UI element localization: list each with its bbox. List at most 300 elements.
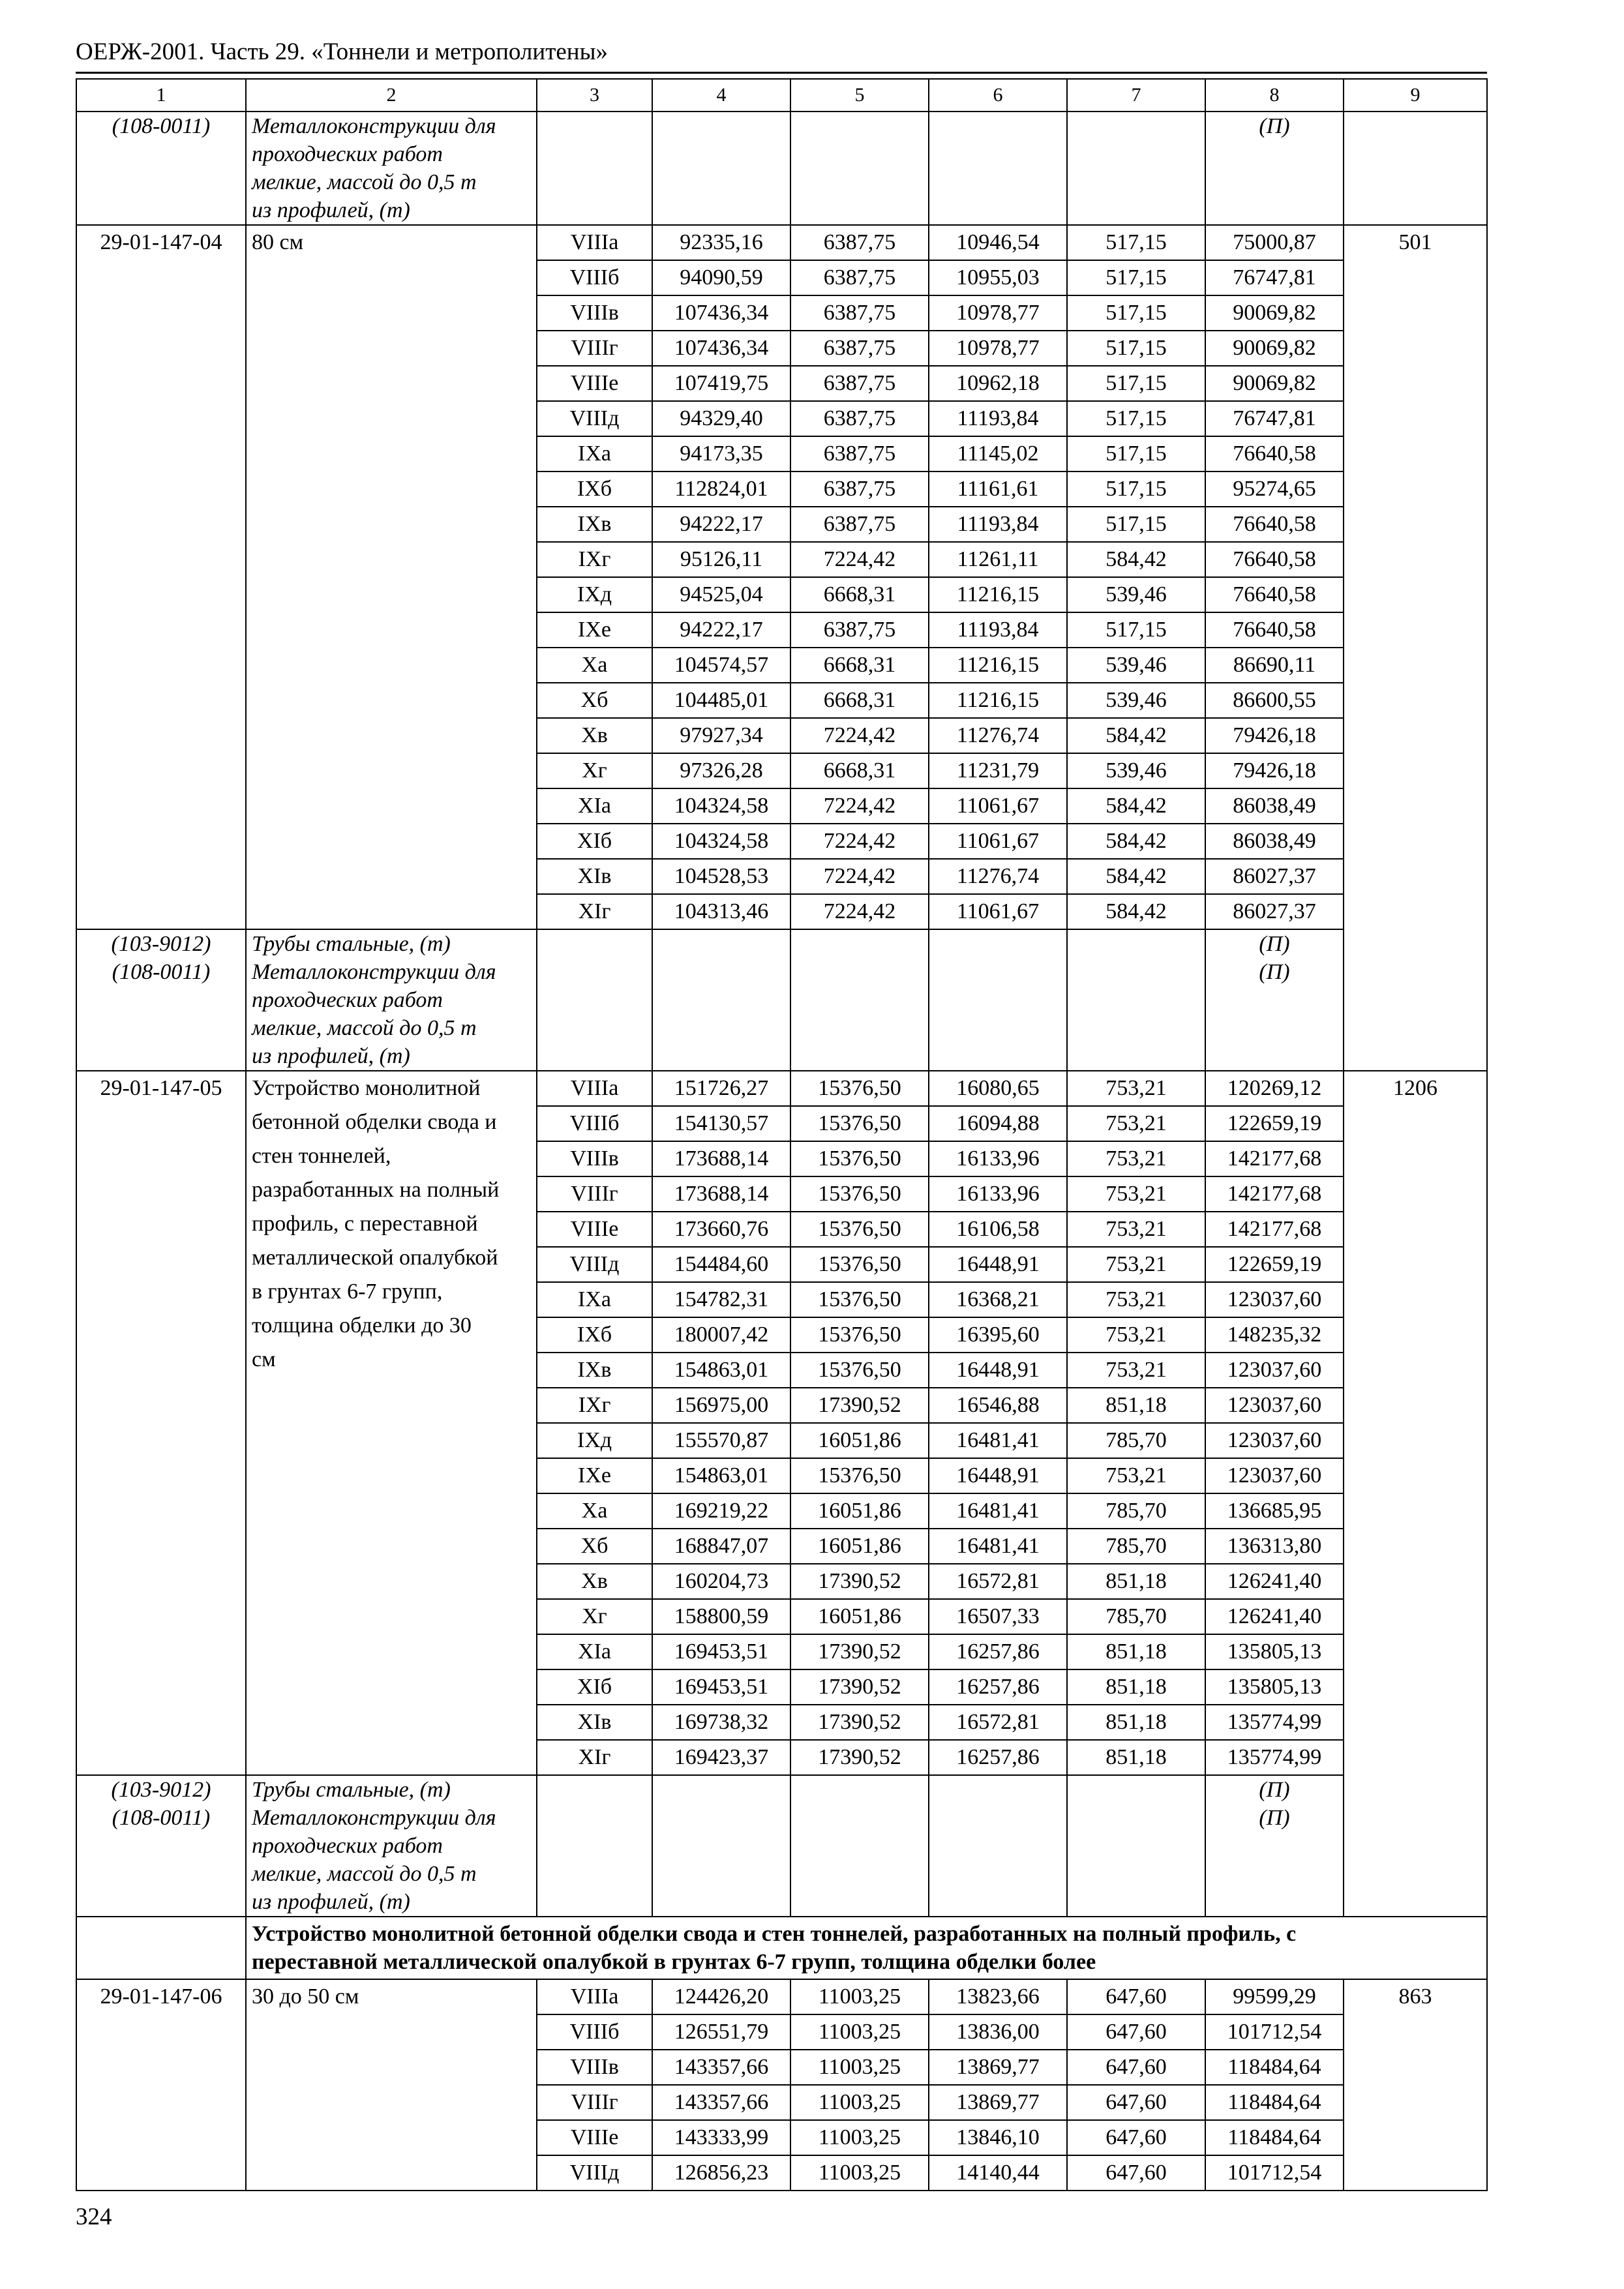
driver-wages: 517,15 bbox=[1067, 225, 1205, 260]
description-line: в грунтах 6-7 групп, bbox=[252, 1279, 443, 1304]
zone: VIIIг bbox=[537, 331, 652, 366]
total-cost: 155570,87 bbox=[652, 1423, 790, 1458]
section-heading bbox=[246, 1917, 1487, 1979]
total-cost: 94222,17 bbox=[652, 612, 790, 648]
resource-row bbox=[76, 112, 1487, 225]
wages: 17390,52 bbox=[790, 1705, 929, 1740]
wages: 11003,25 bbox=[790, 2050, 929, 2085]
machine-cost: 11193,84 bbox=[929, 507, 1067, 542]
column-number: 5 bbox=[790, 79, 929, 112]
resource-name-line: Трубы стальные, (т) bbox=[252, 1778, 451, 1802]
machine-cost: 16106,58 bbox=[929, 1212, 1067, 1247]
materials-cost: 123037,60 bbox=[1205, 1458, 1344, 1493]
total-cost: 169453,51 bbox=[652, 1669, 790, 1705]
machine-cost: 11061,67 bbox=[929, 788, 1067, 824]
wages: 16051,86 bbox=[790, 1529, 929, 1564]
wages: 11003,25 bbox=[790, 2085, 929, 2120]
empty-cell bbox=[652, 112, 790, 225]
resource-code: (103-9012) bbox=[111, 1778, 211, 1802]
driver-wages: 753,21 bbox=[1067, 1071, 1205, 1106]
zone: IXг bbox=[537, 542, 652, 577]
column-number-row bbox=[76, 79, 1487, 112]
driver-wages: 753,21 bbox=[1067, 1141, 1205, 1176]
wages: 7224,42 bbox=[790, 718, 929, 753]
column-number: 8 bbox=[1205, 79, 1344, 112]
description-line: стен тоннелей, bbox=[252, 1144, 391, 1168]
driver-wages: 539,46 bbox=[1067, 577, 1205, 612]
zone: Xв bbox=[537, 1564, 652, 1599]
driver-wages: 785,70 bbox=[1067, 1423, 1205, 1458]
total-cost: 94173,35 bbox=[652, 436, 790, 471]
driver-wages: 785,70 bbox=[1067, 1493, 1205, 1529]
materials-cost: 76747,81 bbox=[1205, 260, 1344, 295]
resource-name-line: Металлоконструкции для bbox=[252, 960, 496, 984]
zone: VIIIе bbox=[537, 2120, 652, 2155]
resource-name-line: из профилей, (т) bbox=[252, 1890, 410, 1914]
total-cost: 156975,00 bbox=[652, 1388, 790, 1423]
resource-marks bbox=[1205, 1775, 1344, 1917]
empty-cell bbox=[537, 929, 652, 1071]
materials-cost: 79426,18 bbox=[1205, 718, 1344, 753]
rate-description bbox=[246, 1071, 537, 1775]
zone: VIIIа bbox=[537, 1979, 652, 2014]
machine-cost: 16368,21 bbox=[929, 1282, 1067, 1317]
materials-cost: 79426,18 bbox=[1205, 753, 1344, 788]
resource-row bbox=[76, 1775, 1487, 1917]
wages: 7224,42 bbox=[790, 859, 929, 894]
machine-cost: 10946,54 bbox=[929, 225, 1067, 260]
total-cost: 173688,14 bbox=[652, 1176, 790, 1212]
wages: 11003,25 bbox=[790, 2155, 929, 2191]
machine-cost: 11231,79 bbox=[929, 753, 1067, 788]
empty-cell bbox=[790, 112, 929, 225]
driver-wages: 517,15 bbox=[1067, 401, 1205, 436]
empty-cell bbox=[790, 1775, 929, 1917]
total-cost: 124426,20 bbox=[652, 1979, 790, 2014]
wages: 17390,52 bbox=[790, 1669, 929, 1705]
driver-wages: 647,60 bbox=[1067, 2155, 1205, 2191]
driver-wages: 517,15 bbox=[1067, 507, 1205, 542]
zone: XIг bbox=[537, 894, 652, 929]
machine-cost: 16448,91 bbox=[929, 1353, 1067, 1388]
driver-wages: 753,21 bbox=[1067, 1458, 1205, 1493]
column-number: 4 bbox=[652, 79, 790, 112]
zone: VIIIв bbox=[537, 1141, 652, 1176]
resource-name bbox=[246, 112, 537, 225]
resource-mark: (П) bbox=[1259, 932, 1290, 956]
total-cost: 104324,58 bbox=[652, 788, 790, 824]
rates-table bbox=[76, 78, 1488, 2191]
wages: 11003,25 bbox=[790, 2014, 929, 2050]
rate-description bbox=[246, 1979, 537, 2191]
materials-cost: 90069,82 bbox=[1205, 331, 1344, 366]
materials-cost: 148235,32 bbox=[1205, 1317, 1344, 1353]
wages: 15376,50 bbox=[790, 1141, 929, 1176]
materials-cost: 142177,68 bbox=[1205, 1141, 1344, 1176]
description-line: толщина обделки до 30 bbox=[252, 1313, 472, 1338]
zone: VIIIд bbox=[537, 1247, 652, 1282]
wages: 15376,50 bbox=[790, 1212, 929, 1247]
machine-cost: 14140,44 bbox=[929, 2155, 1067, 2191]
zone: Xа bbox=[537, 1493, 652, 1529]
driver-wages: 539,46 bbox=[1067, 648, 1205, 683]
machine-cost: 16507,33 bbox=[929, 1599, 1067, 1634]
resource-name-line: из профилей, (т) bbox=[252, 1044, 410, 1068]
empty-cell bbox=[790, 929, 929, 1071]
description-line: профиль, с переставной bbox=[252, 1212, 478, 1236]
driver-wages: 785,70 bbox=[1067, 1529, 1205, 1564]
resource-codes bbox=[76, 929, 246, 1071]
resource-mark: (П) bbox=[1205, 112, 1344, 225]
materials-cost: 76640,58 bbox=[1205, 542, 1344, 577]
empty-cell bbox=[929, 112, 1067, 225]
total-cost: 97326,28 bbox=[652, 753, 790, 788]
driver-wages: 753,21 bbox=[1067, 1106, 1205, 1141]
total-cost: 104528,53 bbox=[652, 859, 790, 894]
wages: 16051,86 bbox=[790, 1423, 929, 1458]
machine-cost: 16080,65 bbox=[929, 1071, 1067, 1106]
machine-cost: 11193,84 bbox=[929, 612, 1067, 648]
machine-cost: 11161,61 bbox=[929, 471, 1067, 507]
empty-cell bbox=[1067, 1775, 1205, 1917]
zone: IXг bbox=[537, 1388, 652, 1423]
machine-cost: 11216,15 bbox=[929, 683, 1067, 718]
zone: IXб bbox=[537, 1317, 652, 1353]
empty-cell bbox=[537, 1775, 652, 1917]
header-rule bbox=[76, 72, 1487, 74]
wages: 15376,50 bbox=[790, 1176, 929, 1212]
materials-cost: 76640,58 bbox=[1205, 577, 1344, 612]
section-heading-row bbox=[76, 1917, 1487, 1979]
zone: IXв bbox=[537, 507, 652, 542]
driver-wages: 539,46 bbox=[1067, 753, 1205, 788]
machine-cost: 16572,81 bbox=[929, 1564, 1067, 1599]
empty-cell bbox=[1067, 929, 1205, 1071]
section-heading-line: Устройство монолитной бетонной обделки свода и стен тоннелей, разработанных на полный профиль, с bbox=[252, 1922, 1297, 1946]
wages: 6668,31 bbox=[790, 648, 929, 683]
driver-wages: 584,42 bbox=[1067, 542, 1205, 577]
total-cost: 154484,60 bbox=[652, 1247, 790, 1282]
materials-cost: 90069,82 bbox=[1205, 295, 1344, 331]
materials-cost: 123037,60 bbox=[1205, 1388, 1344, 1423]
empty-cell bbox=[929, 1775, 1067, 1917]
driver-wages: 851,18 bbox=[1067, 1669, 1205, 1705]
empty-cell bbox=[537, 112, 652, 225]
materials-cost: 126241,40 bbox=[1205, 1599, 1344, 1634]
materials-cost: 75000,87 bbox=[1205, 225, 1344, 260]
driver-wages: 753,21 bbox=[1067, 1317, 1205, 1353]
driver-wages: 517,15 bbox=[1067, 295, 1205, 331]
zone: VIIIа bbox=[537, 225, 652, 260]
description-line: 80 см bbox=[252, 230, 304, 254]
zone: XIа bbox=[537, 1634, 652, 1669]
materials-cost: 76640,58 bbox=[1205, 612, 1344, 648]
zone: Xб bbox=[537, 683, 652, 718]
machine-cost: 13846,10 bbox=[929, 2120, 1067, 2155]
zone: Xг bbox=[537, 1599, 652, 1634]
total-cost: 143357,66 bbox=[652, 2050, 790, 2085]
zone: IXе bbox=[537, 612, 652, 648]
wages: 16051,86 bbox=[790, 1493, 929, 1529]
wages: 17390,52 bbox=[790, 1388, 929, 1423]
zone: IXа bbox=[537, 436, 652, 471]
total-cost: 180007,42 bbox=[652, 1317, 790, 1353]
machine-cost: 16257,86 bbox=[929, 1634, 1067, 1669]
machine-cost: 11216,15 bbox=[929, 577, 1067, 612]
total-cost: 151726,27 bbox=[652, 1071, 790, 1106]
resource-code: (108-0011) bbox=[112, 960, 211, 984]
zone: XIа bbox=[537, 788, 652, 824]
empty-cell bbox=[1344, 112, 1487, 225]
machine-cost: 16448,91 bbox=[929, 1247, 1067, 1282]
machine-cost: 16481,41 bbox=[929, 1423, 1067, 1458]
machine-cost: 16546,88 bbox=[929, 1388, 1067, 1423]
resource-name-line: мелкие, массой до 0,5 т bbox=[252, 1862, 477, 1886]
zone: XIг bbox=[537, 1740, 652, 1775]
zone: Xг bbox=[537, 753, 652, 788]
column-number: 3 bbox=[537, 79, 652, 112]
resource-name-line: проходческих работ bbox=[252, 988, 443, 1012]
machine-cost: 11145,02 bbox=[929, 436, 1067, 471]
rate-code: 29-01-147-05 bbox=[76, 1071, 246, 1775]
zone: VIIIд bbox=[537, 401, 652, 436]
driver-wages: 584,42 bbox=[1067, 718, 1205, 753]
zone: VIIIв bbox=[537, 2050, 652, 2085]
materials-cost: 118484,64 bbox=[1205, 2085, 1344, 2120]
zone: IXв bbox=[537, 1353, 652, 1388]
total-cost: 154863,01 bbox=[652, 1458, 790, 1493]
total-cost: 104485,01 bbox=[652, 683, 790, 718]
rate-row bbox=[76, 1071, 1487, 1106]
total-cost: 154782,31 bbox=[652, 1282, 790, 1317]
empty-cell bbox=[1067, 112, 1205, 225]
driver-wages: 753,21 bbox=[1067, 1282, 1205, 1317]
machine-cost: 11261,11 bbox=[929, 542, 1067, 577]
materials-cost: 123037,60 bbox=[1205, 1423, 1344, 1458]
total-cost: 168847,07 bbox=[652, 1529, 790, 1564]
wages: 6387,75 bbox=[790, 612, 929, 648]
driver-wages: 851,18 bbox=[1067, 1740, 1205, 1775]
driver-wages: 785,70 bbox=[1067, 1599, 1205, 1634]
machine-cost: 13869,77 bbox=[929, 2085, 1067, 2120]
machine-cost: 11061,67 bbox=[929, 894, 1067, 929]
driver-wages: 584,42 bbox=[1067, 894, 1205, 929]
resource-mark: (П) bbox=[1259, 1778, 1290, 1802]
driver-wages: 517,15 bbox=[1067, 612, 1205, 648]
wages: 15376,50 bbox=[790, 1353, 929, 1388]
resource-marks bbox=[1205, 929, 1344, 1071]
materials-cost: 136685,95 bbox=[1205, 1493, 1344, 1529]
materials-cost: 142177,68 bbox=[1205, 1212, 1344, 1247]
empty-cell bbox=[76, 1917, 246, 1979]
zone: VIIIе bbox=[537, 1212, 652, 1247]
wages: 7224,42 bbox=[790, 894, 929, 929]
resource-name bbox=[246, 1775, 537, 1917]
materials-cost: 123037,60 bbox=[1205, 1353, 1344, 1388]
machine-cost: 16133,96 bbox=[929, 1141, 1067, 1176]
driver-wages: 753,21 bbox=[1067, 1212, 1205, 1247]
materials-cost: 76747,81 bbox=[1205, 401, 1344, 436]
wages: 17390,52 bbox=[790, 1740, 929, 1775]
machine-cost: 16133,96 bbox=[929, 1176, 1067, 1212]
machine-cost: 10962,18 bbox=[929, 366, 1067, 401]
driver-wages: 517,15 bbox=[1067, 260, 1205, 295]
materials-cost: 123037,60 bbox=[1205, 1282, 1344, 1317]
empty-cell bbox=[929, 929, 1067, 1071]
resource-code: (108-0011) bbox=[112, 1806, 211, 1830]
resource-name bbox=[246, 929, 537, 1071]
materials-cost: 76640,58 bbox=[1205, 436, 1344, 471]
wages: 6387,75 bbox=[790, 295, 929, 331]
total-cost: 160204,73 bbox=[652, 1564, 790, 1599]
total-cost: 173660,76 bbox=[652, 1212, 790, 1247]
driver-wages: 647,60 bbox=[1067, 2050, 1205, 2085]
total-cost: 126551,79 bbox=[652, 2014, 790, 2050]
zone: VIIIг bbox=[537, 2085, 652, 2120]
wages: 6387,75 bbox=[790, 401, 929, 436]
driver-wages: 647,60 bbox=[1067, 1979, 1205, 2014]
machine-cost: 13836,00 bbox=[929, 2014, 1067, 2050]
driver-wages: 584,42 bbox=[1067, 788, 1205, 824]
wages: 15376,50 bbox=[790, 1247, 929, 1282]
resource-name-line: мелкие, массой до 0,5 т bbox=[252, 170, 477, 194]
zone: IXе bbox=[537, 1458, 652, 1493]
materials-cost: 126241,40 bbox=[1205, 1564, 1344, 1599]
total-cost: 154863,01 bbox=[652, 1353, 790, 1388]
resource-codes bbox=[76, 1775, 246, 1917]
wages: 6387,75 bbox=[790, 366, 929, 401]
resource-row bbox=[76, 929, 1487, 1071]
wages: 15376,50 bbox=[790, 1106, 929, 1141]
total-cost: 158800,59 bbox=[652, 1599, 790, 1634]
wages: 6387,75 bbox=[790, 471, 929, 507]
total-cost: 126856,23 bbox=[652, 2155, 790, 2191]
wages: 6387,75 bbox=[790, 436, 929, 471]
materials-cost: 101712,54 bbox=[1205, 2014, 1344, 2050]
driver-wages: 753,21 bbox=[1067, 1247, 1205, 1282]
materials-cost: 135774,99 bbox=[1205, 1705, 1344, 1740]
zone: XIб bbox=[537, 824, 652, 859]
materials-cost: 118484,64 bbox=[1205, 2050, 1344, 2085]
driver-wages: 647,60 bbox=[1067, 2120, 1205, 2155]
driver-wages: 647,60 bbox=[1067, 2014, 1205, 2050]
wages: 7224,42 bbox=[790, 824, 929, 859]
materials-cost: 86027,37 bbox=[1205, 859, 1344, 894]
zone: VIIIб bbox=[537, 2014, 652, 2050]
materials-cost: 118484,64 bbox=[1205, 2120, 1344, 2155]
materials-cost: 86038,49 bbox=[1205, 788, 1344, 824]
zone: VIIIб bbox=[537, 1106, 652, 1141]
total-cost: 104324,58 bbox=[652, 824, 790, 859]
materials-cost: 86690,11 bbox=[1205, 648, 1344, 683]
machine-cost: 13823,66 bbox=[929, 1979, 1067, 2014]
driver-wages: 584,42 bbox=[1067, 859, 1205, 894]
resource-name-line: из профилей, (т) bbox=[252, 198, 410, 222]
column-number: 1 bbox=[76, 79, 246, 112]
wages: 7224,42 bbox=[790, 788, 929, 824]
total-cost: 107436,34 bbox=[652, 331, 790, 366]
column-number: 9 bbox=[1344, 79, 1487, 112]
resource-code: (103-9012) bbox=[111, 932, 211, 956]
total-cost: 94090,59 bbox=[652, 260, 790, 295]
zone: Xа bbox=[537, 648, 652, 683]
wages: 15376,50 bbox=[790, 1282, 929, 1317]
wages: 6668,31 bbox=[790, 683, 929, 718]
machine-cost: 13869,77 bbox=[929, 2050, 1067, 2085]
resource-name-line: Трубы стальные, (т) bbox=[252, 932, 451, 956]
total-cost: 173688,14 bbox=[652, 1141, 790, 1176]
wages: 16051,86 bbox=[790, 1599, 929, 1634]
description-line: 30 до 50 см bbox=[252, 1984, 359, 2009]
materials-cost: 101712,54 bbox=[1205, 2155, 1344, 2191]
driver-wages: 584,42 bbox=[1067, 824, 1205, 859]
wages: 15376,50 bbox=[790, 1317, 929, 1353]
materials-cost: 122659,19 bbox=[1205, 1247, 1344, 1282]
machine-cost: 16257,86 bbox=[929, 1740, 1067, 1775]
description-line: Устройство монолитной bbox=[252, 1076, 481, 1100]
machine-cost: 11276,74 bbox=[929, 859, 1067, 894]
page-number: 324 bbox=[76, 2204, 112, 2230]
resource-name-line: Металлоконструкции для bbox=[252, 1806, 496, 1830]
zone: XIб bbox=[537, 1669, 652, 1705]
total-cost: 154130,57 bbox=[652, 1106, 790, 1141]
driver-wages: 753,21 bbox=[1067, 1353, 1205, 1388]
column-number: 2 bbox=[246, 79, 537, 112]
empty-cell bbox=[652, 929, 790, 1071]
materials-cost: 136313,80 bbox=[1205, 1529, 1344, 1564]
machine-cost: 11061,67 bbox=[929, 824, 1067, 859]
description-line: разработанных на полный bbox=[252, 1178, 500, 1202]
zone: XIв bbox=[537, 1705, 652, 1740]
materials-cost: 135805,13 bbox=[1205, 1669, 1344, 1705]
labor-cost: 501 bbox=[1344, 225, 1487, 1071]
total-cost: 92335,16 bbox=[652, 225, 790, 260]
total-cost: 169738,32 bbox=[652, 1705, 790, 1740]
total-cost: 107419,75 bbox=[652, 366, 790, 401]
zone: VIIIе bbox=[537, 366, 652, 401]
column-number: 6 bbox=[929, 79, 1067, 112]
materials-cost: 99599,29 bbox=[1205, 1979, 1344, 2014]
resource-name-line: мелкие, массой до 0,5 т bbox=[252, 1016, 477, 1040]
total-cost: 143357,66 bbox=[652, 2085, 790, 2120]
rate-code: 29-01-147-04 bbox=[76, 225, 246, 929]
rate-description bbox=[246, 225, 537, 929]
zone: XIв bbox=[537, 859, 652, 894]
zone: VIIIа bbox=[537, 1071, 652, 1106]
materials-cost: 135805,13 bbox=[1205, 1634, 1344, 1669]
labor-cost: 863 bbox=[1344, 1979, 1487, 2191]
wages: 6387,75 bbox=[790, 260, 929, 295]
resource-name-line: проходческих работ bbox=[252, 142, 443, 166]
machine-cost: 16481,41 bbox=[929, 1493, 1067, 1529]
zone: IXд bbox=[537, 1423, 652, 1458]
zone: Xб bbox=[537, 1529, 652, 1564]
machine-cost: 10955,03 bbox=[929, 260, 1067, 295]
driver-wages: 647,60 bbox=[1067, 2085, 1205, 2120]
driver-wages: 753,21 bbox=[1067, 1176, 1205, 1212]
labor-cost: 1206 bbox=[1344, 1071, 1487, 1917]
wages: 15376,50 bbox=[790, 1071, 929, 1106]
total-cost: 104574,57 bbox=[652, 648, 790, 683]
resource-code: (108-0011) bbox=[76, 112, 246, 225]
driver-wages: 517,15 bbox=[1067, 436, 1205, 471]
resource-mark: (П) bbox=[1259, 960, 1290, 984]
resource-name-line: Металлоконструкции для bbox=[252, 114, 496, 138]
zone: VIIIд bbox=[537, 2155, 652, 2191]
resource-name-line: проходческих работ bbox=[252, 1834, 443, 1858]
driver-wages: 851,18 bbox=[1067, 1705, 1205, 1740]
empty-cell bbox=[652, 1775, 790, 1917]
